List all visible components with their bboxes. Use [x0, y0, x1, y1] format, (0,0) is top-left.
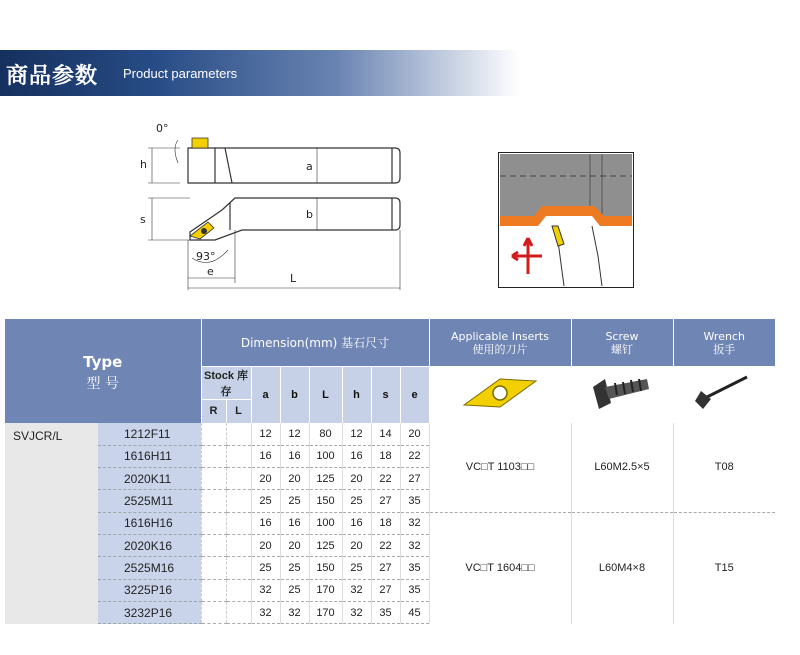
section-banner [0, 50, 520, 96]
screw-header-cn: 螺钉 [611, 342, 633, 356]
dim-s-cell: 27 [371, 490, 400, 512]
type-header [5, 319, 201, 423]
dim-b-cell: 20 [280, 468, 309, 490]
dim-h-cell: 20 [342, 468, 371, 490]
model-cell: 2525M11 [98, 490, 201, 512]
dim-h-cell: 16 [342, 512, 371, 534]
dim-e-cell: 32 [400, 534, 429, 556]
dim-b-cell: 25 [280, 557, 309, 579]
dim-b-cell: 20 [280, 534, 309, 556]
section-title-cn: 商品参数 [6, 64, 99, 89]
insert-icon [460, 375, 540, 411]
dim-e-cell: 27 [400, 468, 429, 490]
dim-b-header: b [280, 366, 309, 423]
wrench-icon [689, 373, 759, 413]
dim-l-cell: 125 [309, 534, 342, 556]
stock-l-cell [226, 423, 251, 445]
dim-h-cell: 12 [342, 423, 371, 445]
screw-header [571, 319, 673, 366]
svg-text:93°: 93° [196, 250, 216, 263]
type-label-cn: 型 号 [86, 376, 119, 392]
stock-l-cell [226, 468, 251, 490]
dim-b-cell: 32 [280, 601, 309, 623]
dim-b-cell: 25 [280, 579, 309, 601]
dim-l-cell: 125 [309, 468, 342, 490]
dim-a-cell: 32 [251, 579, 280, 601]
stock-label: Stock 库存 [201, 366, 251, 399]
dimension-header: Dimension(mm) 基石尺寸 [201, 319, 429, 366]
dim-a-cell: 25 [251, 490, 280, 512]
dim-e-cell: 35 [400, 490, 429, 512]
stock-r-cell [201, 557, 226, 579]
screw-cell: L60M4×8 [571, 512, 673, 623]
model-cell: 1616H11 [98, 445, 201, 467]
wrench-header-en: Wrench [703, 329, 745, 343]
stock-r-cell [201, 601, 226, 623]
svg-text:0°: 0° [156, 122, 169, 135]
stock-r-cell [201, 534, 226, 556]
series-cell: SVJCR/L [5, 423, 98, 624]
svg-text:h: h [140, 158, 147, 171]
model-cell: 2525M16 [98, 557, 201, 579]
svg-text:L: L [290, 272, 297, 285]
dim-l-header: L [309, 366, 342, 423]
dim-l-cell: 100 [309, 512, 342, 534]
dim-a-cell: 16 [251, 512, 280, 534]
wrench-header-cn: 扳手 [713, 342, 736, 356]
dim-a-cell: 12 [251, 423, 280, 445]
stock-l-cell [226, 534, 251, 556]
dim-l-cell: 80 [309, 423, 342, 445]
wrench-header [673, 319, 775, 366]
dim-a-cell: 25 [251, 557, 280, 579]
dim-a-cell: 32 [251, 601, 280, 623]
dim-s-cell: 27 [371, 557, 400, 579]
screw-icon [587, 373, 657, 413]
tool-application-image [498, 152, 634, 288]
dim-s-cell: 35 [371, 601, 400, 623]
dim-h-cell: 16 [342, 445, 371, 467]
model-cell: 1212F11 [98, 423, 201, 445]
model-cell: 3232P16 [98, 601, 201, 623]
stock-r-cell [201, 579, 226, 601]
model-cell: 3225P16 [98, 579, 201, 601]
dim-s-cell: 22 [371, 534, 400, 556]
svg-text:b: b [306, 208, 313, 221]
inserts-header-cn: 使用的刀片 [472, 342, 528, 356]
stock-l-cell [226, 557, 251, 579]
dim-e-cell: 32 [400, 512, 429, 534]
insert-image [429, 366, 571, 423]
dim-b-cell: 12 [280, 423, 309, 445]
dim-a-cell: 20 [251, 468, 280, 490]
insert-cell: VC□T 1103□□ [429, 423, 571, 512]
dim-b-cell: 16 [280, 512, 309, 534]
table-row [5, 423, 775, 445]
dim-a-cell: 20 [251, 534, 280, 556]
svg-text:a: a [306, 160, 313, 173]
stock-r-cell [201, 423, 226, 445]
dim-h-cell: 32 [342, 601, 371, 623]
dim-e-header: e [400, 366, 429, 423]
dim-h-cell: 32 [342, 579, 371, 601]
dim-h-header: h [342, 366, 371, 423]
dim-s-cell: 22 [371, 468, 400, 490]
stock-l-cell [226, 601, 251, 623]
stock-l-label: L [226, 399, 251, 423]
stock-l-cell [226, 445, 251, 467]
dim-l-cell: 150 [309, 557, 342, 579]
dim-e-cell: 20 [400, 423, 429, 445]
stock-r-cell [201, 445, 226, 467]
dim-a-cell: 16 [251, 445, 280, 467]
dim-e-cell: 22 [400, 445, 429, 467]
dim-e-cell: 35 [400, 579, 429, 601]
dim-s-cell: 18 [371, 445, 400, 467]
dim-l-cell: 170 [309, 601, 342, 623]
screw-header-en: Screw [605, 329, 639, 343]
stock-l-cell [226, 490, 251, 512]
screw-cell: L60M2.5×5 [571, 423, 673, 512]
parameters-table [5, 319, 775, 624]
wrench-image [673, 366, 775, 423]
stock-l-cell [226, 579, 251, 601]
dim-s-cell: 27 [371, 579, 400, 601]
stock-r-cell [201, 512, 226, 534]
model-cell: 1616H16 [98, 512, 201, 534]
dim-e-cell: 35 [400, 557, 429, 579]
dim-l-cell: 170 [309, 579, 342, 601]
stock-r-label: R [201, 399, 226, 423]
dim-a-header: a [251, 366, 280, 423]
wrench-cell: T08 [673, 423, 775, 512]
dim-b-cell: 25 [280, 490, 309, 512]
stock-r-cell [201, 468, 226, 490]
inserts-header [429, 319, 571, 366]
dim-l-cell: 100 [309, 445, 342, 467]
screw-image [571, 366, 673, 423]
svg-text:s: s [140, 213, 146, 226]
dim-e-cell: 45 [400, 601, 429, 623]
dim-h-cell: 25 [342, 557, 371, 579]
section-title-en: Product parameters [123, 66, 238, 81]
model-cell: 2020K16 [98, 534, 201, 556]
model-cell: 2020K11 [98, 468, 201, 490]
stock-r-cell [201, 490, 226, 512]
stock-l-cell [226, 512, 251, 534]
table-row [5, 512, 775, 534]
dim-s-cell: 18 [371, 512, 400, 534]
dim-h-cell: 25 [342, 490, 371, 512]
inserts-header-en: Applicable Inserts [451, 329, 549, 343]
dim-l-cell: 150 [309, 490, 342, 512]
dim-s-cell: 14 [371, 423, 400, 445]
tool-holder-drawing [130, 118, 410, 303]
dim-h-cell: 20 [342, 534, 371, 556]
insert-cell: VC□T 1604□□ [429, 512, 571, 623]
dim-s-header: s [371, 366, 400, 423]
wrench-cell: T15 [673, 512, 775, 623]
type-label: Type [83, 353, 123, 371]
dim-b-cell: 16 [280, 445, 309, 467]
svg-text:e: e [207, 265, 214, 278]
